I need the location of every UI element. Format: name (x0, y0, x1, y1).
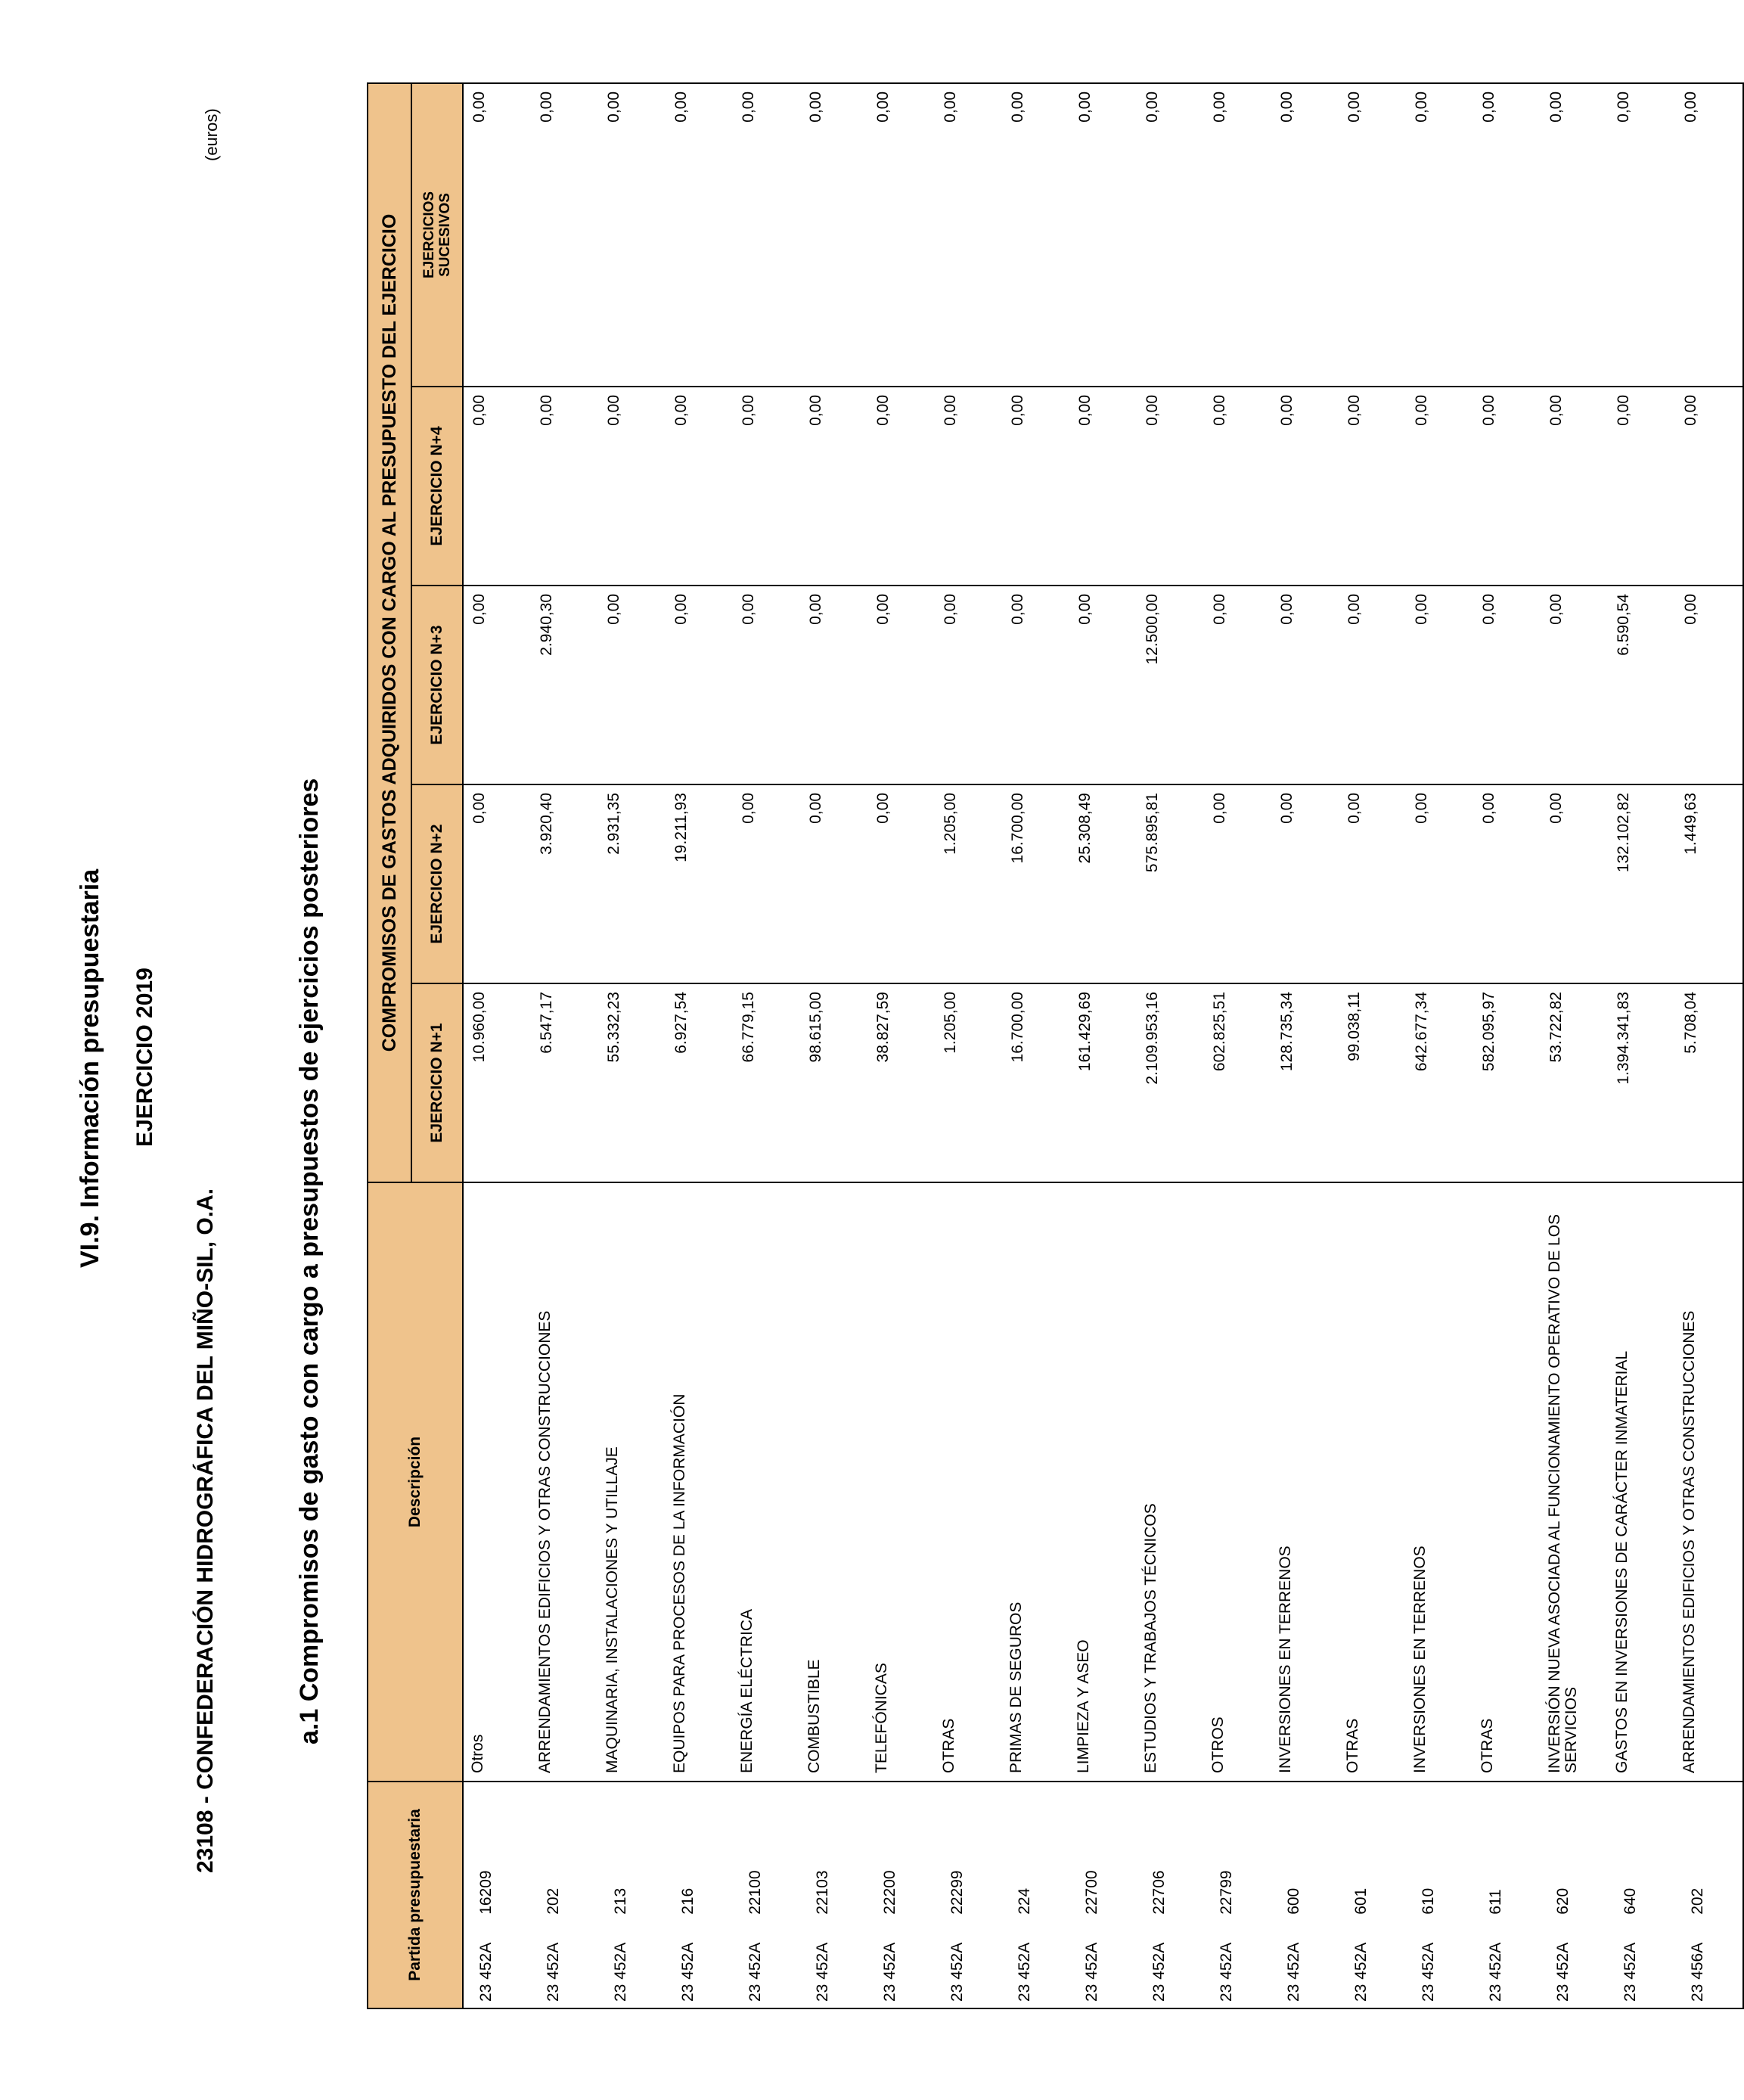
seccion-code: 23 (679, 1984, 697, 2002)
table-row (463, 83, 531, 2008)
seccion-code: 23 (477, 1984, 495, 2002)
ejercicio-n3-cell: 0,00 (1002, 586, 1069, 784)
header-partida: Partida presupuestaria (368, 1782, 463, 2008)
table-row (666, 83, 733, 2008)
concepto-code: 22100 (746, 1870, 764, 1915)
ejercicio-n1-cell: 6.927,54 (666, 983, 733, 1182)
descripcion-cell: Otros (463, 1182, 531, 1782)
ejercicio-n3-cell: 0,00 (1204, 586, 1271, 784)
table-row (1204, 83, 1271, 2008)
programa-code: 452A (1554, 1942, 1572, 1980)
seccion-code: 23 (1621, 1984, 1639, 2002)
seccion-code: 23 (612, 1984, 629, 2002)
ejercicio-n3-cell: 0,00 (1473, 586, 1541, 784)
ejercicio-n4-cell: 0,00 (733, 387, 800, 586)
descripcion-cell: COMBUSTIBLE (800, 1182, 867, 1782)
seccion-code: 23 (1016, 1984, 1033, 2002)
partida-cell (1002, 1782, 1069, 2008)
currency-unit: (euros) (202, 108, 221, 161)
ejercicios-sucesivos-cell: 0,00 (1339, 83, 1406, 387)
concepto-code: 22299 (948, 1870, 966, 1915)
seccion-code: 23 (1083, 1984, 1100, 2002)
partida-cell (935, 1782, 1002, 2008)
ejercicio-n2-cell: 3.920,40 (531, 784, 598, 983)
ejercicio-n1-cell: 161.429,69 (1069, 983, 1137, 1182)
ejercicio-n1-cell: 1.394.341,83 (1608, 983, 1675, 1182)
ejercicio-n2-cell: 0,00 (1339, 784, 1406, 983)
partida-cell (1339, 1782, 1406, 2008)
ejercicio-n4-cell: 0,00 (867, 387, 935, 586)
ejercicio-n1-cell: 1.205,00 (935, 983, 1002, 1182)
table-row (1406, 83, 1473, 2008)
descripcion-cell: ARRENDAMIENTOS EDIFICIOS Y OTRAS CONSTRUCCIONES (531, 1182, 598, 1782)
header-descripcion: Descripción (368, 1182, 463, 1782)
programa-code: 452A (746, 1942, 764, 1980)
header-group: COMPROMISOS DE GASTOS ADQUIRIDOS CON CARGO AL PRESUPUESTO DEL EJERCICIO (368, 83, 411, 1182)
partida-cell (531, 1782, 598, 2008)
partida-cell (463, 1782, 531, 2008)
seccion-code: 23 (948, 1984, 966, 2002)
table-row (1473, 83, 1541, 2008)
ejercicios-sucesivos-cell: 0,00 (1675, 83, 1743, 387)
concepto-code: 620 (1554, 1887, 1572, 1915)
concepto-code: 202 (1689, 1887, 1706, 1915)
ejercicio-n1-cell: 582.095,97 (1473, 983, 1541, 1182)
ejercicio-n1-cell: 2.109.953,16 (1137, 983, 1204, 1182)
table-row (1137, 83, 1204, 2008)
partida-cell (598, 1782, 666, 2008)
concepto-code: 16209 (477, 1870, 495, 1915)
descripcion-cell: OTROS (1204, 1182, 1271, 1782)
seccion-code: 23 (1487, 1984, 1504, 2002)
table-body (463, 83, 1743, 2008)
ejercicio-n2-cell: 1.449,63 (1675, 784, 1743, 983)
table-row (800, 83, 867, 2008)
ejercicio-n4-cell: 0,00 (666, 387, 733, 586)
ejercicio-n1-cell: 98.615,00 (800, 983, 867, 1182)
concepto-code: 22200 (881, 1870, 898, 1915)
table-row (1271, 83, 1339, 2008)
ejercicios-sucesivos-cell: 0,00 (1541, 83, 1608, 387)
header-sucesivos: EJERCICIOS SUCESIVOS (411, 83, 463, 387)
concepto-code: 600 (1285, 1887, 1302, 1915)
ejercicio-n2-cell: 132.102,82 (1608, 784, 1675, 983)
partida-cell (1675, 1782, 1743, 2008)
ejercicio-n1-cell: 99.038,11 (1339, 983, 1406, 1182)
ejercicio-n3-cell: 6.590,54 (1608, 586, 1675, 784)
ejercicio-n2-cell: 0,00 (463, 784, 531, 983)
seccion-code: 23 (1554, 1984, 1572, 2002)
section-title: a.1 Compromisos de gasto con cargo a presupuestos de ejercicios posteriores (295, 778, 324, 1744)
programa-code: 452A (1218, 1942, 1235, 1980)
table-row (1339, 83, 1406, 2008)
table-row (1541, 83, 1608, 2008)
ejercicio-n2-cell: 575.895,81 (1137, 784, 1204, 983)
programa-code: 452A (545, 1942, 562, 1980)
programa-code: 452A (679, 1942, 697, 1980)
ejercicio-n2-cell: 19.211,93 (666, 784, 733, 983)
table-row (598, 83, 666, 2008)
programa-code: 452A (1083, 1942, 1100, 1980)
concepto-code: 22706 (1150, 1870, 1168, 1915)
ejercicios-sucesivos-cell: 0,00 (463, 83, 531, 387)
ejercicio-n3-cell: 0,00 (935, 586, 1002, 784)
commitments-table (367, 82, 1744, 2009)
concepto-code: 610 (1420, 1887, 1437, 1915)
descripcion-cell: INVERSIONES EN TERRENOS (1406, 1182, 1473, 1782)
ejercicio-n2-cell: 0,00 (1406, 784, 1473, 983)
ejercicios-sucesivos-cell: 0,00 (666, 83, 733, 387)
ejercicio-n1-cell: 6.547,17 (531, 983, 598, 1182)
ejercicio-n3-cell: 0,00 (733, 586, 800, 784)
ejercicio-n2-cell: 25.308,49 (1069, 784, 1137, 983)
programa-code: 452A (1621, 1942, 1639, 1980)
ejercicio-n2-cell: 0,00 (1541, 784, 1608, 983)
ejercicio-n2-cell: 1.205,00 (935, 784, 1002, 983)
ejercicios-sucesivos-cell: 0,00 (1271, 83, 1339, 387)
descripcion-cell: OTRAS (1473, 1182, 1541, 1782)
ejercicio-n1-cell: 55.332,23 (598, 983, 666, 1182)
ejercicio-n4-cell: 0,00 (1473, 387, 1541, 586)
ejercicio-n4-cell: 0,00 (1069, 387, 1137, 586)
ejercicios-sucesivos-cell: 0,00 (800, 83, 867, 387)
ejercicio-n2-cell: 0,00 (867, 784, 935, 983)
seccion-code: 23 (1420, 1984, 1437, 2002)
descripcion-cell: TELEFÓNICAS (867, 1182, 935, 1782)
ejercicios-sucesivos-cell: 0,00 (1069, 83, 1137, 387)
seccion-code: 23 (1218, 1984, 1235, 2002)
partida-cell (1473, 1782, 1541, 2008)
table-row (1002, 83, 1069, 2008)
ejercicio-n2-cell: 0,00 (733, 784, 800, 983)
descripcion-cell: MAQUINARIA, INSTALACIONES Y UTILLAJE (598, 1182, 666, 1782)
ejercicio-n4-cell: 0,00 (800, 387, 867, 586)
ejercicio-n3-cell: 0,00 (1339, 586, 1406, 784)
descripcion-cell: OTRAS (935, 1182, 1002, 1782)
ejercicio-n1-cell: 53.722,82 (1541, 983, 1608, 1182)
seccion-code: 23 (1689, 1984, 1706, 2002)
ejercicio-n1-cell: 10.960,00 (463, 983, 531, 1182)
seccion-code: 23 (1150, 1984, 1168, 2002)
ejercicio-n4-cell: 0,00 (463, 387, 531, 586)
descripcion-cell: EQUIPOS PARA PROCESOS DE LA INFORMACIÓN (666, 1182, 733, 1782)
partida-cell (1608, 1782, 1675, 2008)
ejercicio-n3-cell: 0,00 (800, 586, 867, 784)
ejercicio-n4-cell: 0,00 (1608, 387, 1675, 586)
partida-cell (666, 1782, 733, 2008)
descripcion-cell: OTRAS (1339, 1182, 1406, 1782)
ejercicio-n1-cell: 38.827,59 (867, 983, 935, 1182)
ejercicio-n4-cell: 0,00 (598, 387, 666, 586)
report-title: VI.9. Información presupuestaria (76, 868, 104, 1268)
ejercicio-n3-cell: 0,00 (463, 586, 531, 784)
partida-cell (1541, 1782, 1608, 2008)
partida-cell (733, 1782, 800, 2008)
ejercicio-n3-cell: 0,00 (1541, 586, 1608, 784)
programa-code: 452A (1150, 1942, 1168, 1980)
ejercicio-n1-cell: 16.700,00 (1002, 983, 1069, 1182)
header-n3: EJERCICIO N+3 (411, 586, 463, 784)
descripcion-cell: ESTUDIOS Y TRABAJOS TÉCNICOS (1137, 1182, 1204, 1782)
table-row (1675, 83, 1743, 2008)
programa-code: 452A (1420, 1942, 1437, 1980)
ejercicio-n1-cell: 5.708,04 (1675, 983, 1743, 1182)
table-row (867, 83, 935, 2008)
ejercicios-sucesivos-cell: 0,00 (598, 83, 666, 387)
ejercicio-n4-cell: 0,00 (1271, 387, 1339, 586)
descripcion-cell: PRIMAS DE SEGUROS (1002, 1182, 1069, 1782)
ejercicios-sucesivos-cell: 0,00 (1204, 83, 1271, 387)
table-row (733, 83, 800, 2008)
concepto-code: 216 (679, 1887, 697, 1915)
ejercicio-n4-cell: 0,00 (1204, 387, 1271, 586)
ejercicio-n3-cell: 0,00 (598, 586, 666, 784)
programa-code: 452A (1352, 1942, 1370, 1980)
partida-cell (1069, 1782, 1137, 2008)
programa-code: 452A (477, 1942, 495, 1980)
ejercicio-n4-cell: 0,00 (1137, 387, 1204, 586)
programa-code: 456A (1689, 1942, 1706, 1980)
concepto-code: 640 (1621, 1887, 1639, 1915)
ejercicios-sucesivos-cell: 0,00 (935, 83, 1002, 387)
ejercicios-sucesivos-cell: 0,00 (531, 83, 598, 387)
ejercicios-sucesivos-cell: 0,00 (733, 83, 800, 387)
ejercicio-n2-cell: 2.931,35 (598, 784, 666, 983)
ejercicio-n3-cell: 0,00 (1069, 586, 1137, 784)
programa-code: 452A (948, 1942, 966, 1980)
header-n4: EJERCICIO N+4 (411, 387, 463, 586)
ejercicios-sucesivos-cell: 0,00 (867, 83, 935, 387)
ejercicio-n4-cell: 0,00 (1675, 387, 1743, 586)
ejercicio-n3-cell: 0,00 (666, 586, 733, 784)
concepto-code: 22700 (1083, 1870, 1100, 1915)
concepto-code: 213 (612, 1887, 629, 1915)
ejercicio-n4-cell: 0,00 (1406, 387, 1473, 586)
seccion-code: 23 (746, 1984, 764, 2002)
programa-code: 452A (1285, 1942, 1302, 1980)
partida-cell (1271, 1782, 1339, 2008)
seccion-code: 23 (1352, 1984, 1370, 2002)
table-row (1608, 83, 1675, 2008)
ejercicio-n1-cell: 602.825,51 (1204, 983, 1271, 1182)
concepto-code: 22799 (1218, 1870, 1235, 1915)
table-row (531, 83, 598, 2008)
table-row (1069, 83, 1137, 2008)
descripcion-cell: ENERGÍA ELÉCTRICA (733, 1182, 800, 1782)
table-row (935, 83, 1002, 2008)
ejercicio-n2-cell: 0,00 (1271, 784, 1339, 983)
ejercicio-n3-cell: 0,00 (1271, 586, 1339, 784)
ejercicios-sucesivos-cell: 0,00 (1002, 83, 1069, 387)
descripcion-cell: GASTOS EN INVERSIONES DE CARÁCTER INMATERIAL (1608, 1182, 1675, 1782)
ejercicio-n2-cell: 0,00 (1204, 784, 1271, 983)
header-n1: EJERCICIO N+1 (411, 983, 463, 1182)
organization-name: 23108 - CONFEDERACIÓN HIDROGRÁFICA DEL MIÑO-SIL, O.A. (193, 1188, 218, 1873)
ejercicio-n3-cell: 12.500,00 (1137, 586, 1204, 784)
concepto-code: 22103 (814, 1870, 831, 1915)
concepto-code: 224 (1016, 1887, 1033, 1915)
partida-cell (867, 1782, 935, 2008)
partida-cell (800, 1782, 867, 2008)
ejercicio-n4-cell: 0,00 (935, 387, 1002, 586)
ejercicio-n3-cell: 0,00 (1406, 586, 1473, 784)
ejercicio-n1-cell: 128.735,34 (1271, 983, 1339, 1182)
partida-cell (1406, 1782, 1473, 2008)
ejercicio-n4-cell: 0,00 (1339, 387, 1406, 586)
programa-code: 452A (1016, 1942, 1033, 1980)
ejercicio-n2-cell: 0,00 (1473, 784, 1541, 983)
ejercicio-n2-cell: 0,00 (800, 784, 867, 983)
seccion-code: 23 (881, 1984, 898, 2002)
ejercicios-sucesivos-cell: 0,00 (1608, 83, 1675, 387)
programa-code: 452A (1487, 1942, 1504, 1980)
programa-code: 452A (814, 1942, 831, 1980)
ejercicio-n3-cell: 0,00 (1675, 586, 1743, 784)
ejercicio-n4-cell: 0,00 (1541, 387, 1608, 586)
ejercicios-sucesivos-cell: 0,00 (1406, 83, 1473, 387)
programa-code: 452A (881, 1942, 898, 1980)
concepto-code: 202 (545, 1887, 562, 1915)
descripcion-cell: LIMPIEZA Y ASEO (1069, 1182, 1137, 1782)
ejercicios-sucesivos-cell: 0,00 (1137, 83, 1204, 387)
seccion-code: 23 (1285, 1984, 1302, 2002)
descripcion-cell: ARRENDAMIENTOS EDIFICIOS Y OTRAS CONSTRUCCIONES (1675, 1182, 1743, 1782)
seccion-code: 23 (545, 1984, 562, 2002)
ejercicios-sucesivos-cell: 0,00 (1473, 83, 1541, 387)
ejercicio-n2-cell: 16.700,00 (1002, 784, 1069, 983)
ejercicio-n4-cell: 0,00 (531, 387, 598, 586)
ejercicio-n1-cell: 642.677,34 (1406, 983, 1473, 1182)
ejercicio-n3-cell: 2.940,30 (531, 586, 598, 784)
fiscal-year: EJERCICIO 2019 (132, 968, 157, 1147)
programa-code: 452A (612, 1942, 629, 1980)
partida-cell (1137, 1782, 1204, 2008)
ejercicio-n4-cell: 0,00 (1002, 387, 1069, 586)
descripcion-cell: INVERSIONES EN TERRENOS (1271, 1182, 1339, 1782)
partida-cell (1204, 1782, 1271, 2008)
concepto-code: 601 (1352, 1887, 1370, 1915)
descripcion-cell: INVERSIÓN NUEVA ASOCIADA AL FUNCIONAMIENTO OPERATIVO DE LOS SERVICIOS (1541, 1182, 1608, 1782)
header-n2: EJERCICIO N+2 (411, 784, 463, 983)
seccion-code: 23 (814, 1984, 831, 2002)
ejercicio-n3-cell: 0,00 (867, 586, 935, 784)
concepto-code: 611 (1487, 1889, 1504, 1915)
ejercicio-n1-cell: 66.779,15 (733, 983, 800, 1182)
